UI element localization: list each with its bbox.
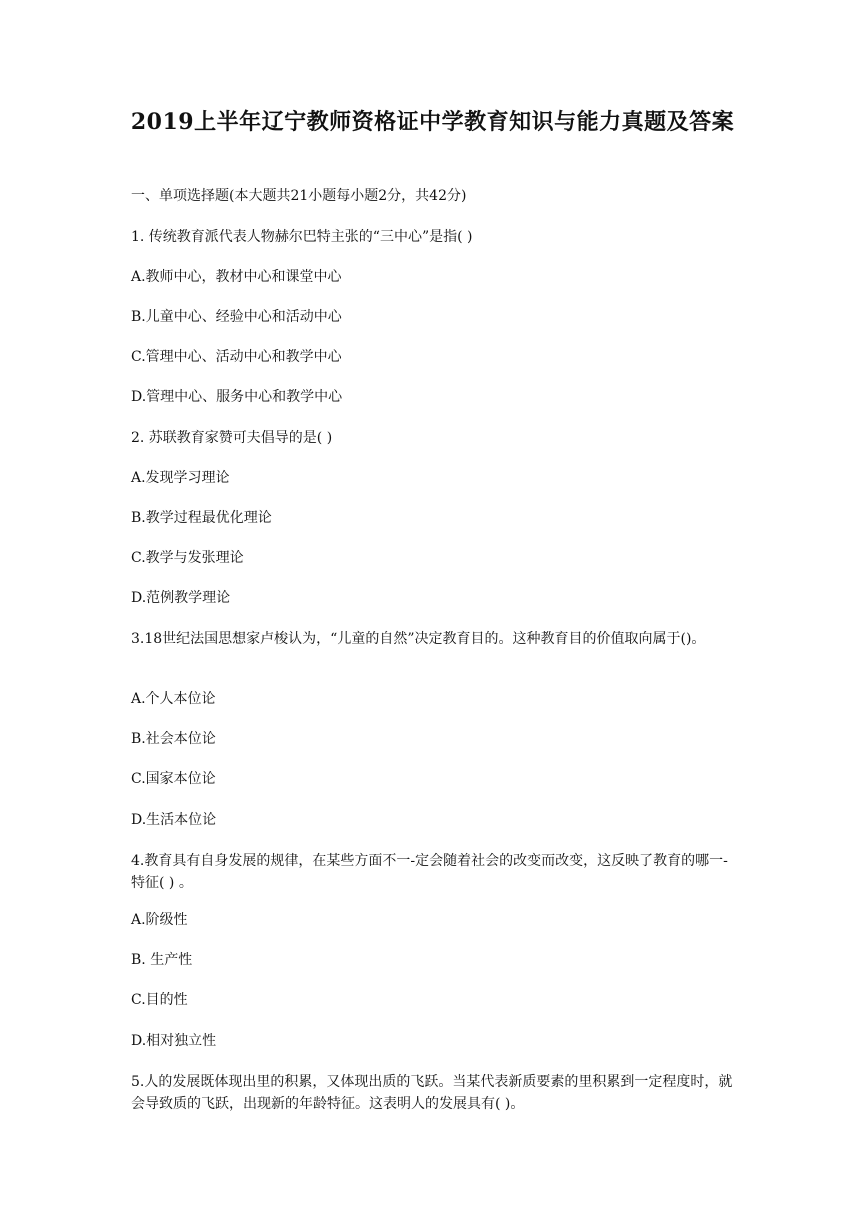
question-4-option-d: D.相对独立性 [131, 1033, 217, 1049]
question-2-option-a: A.发现学习理论 [131, 470, 230, 486]
question-2-option-d: D.范例教学理论 [131, 590, 231, 606]
question-2-option-b: B.教学过程最优化理论 [131, 510, 272, 526]
question-1-option-c: C.管理中心、活动中心和教学中心 [131, 349, 342, 365]
question-3-option-a: A.个人本位论 [131, 691, 216, 707]
question-3-option-c: C.国家本位论 [131, 771, 216, 787]
question-1-option-d: D.管理中心、服务中心和教学中心 [131, 389, 343, 405]
document-title: 2019上半年辽宁教师资格证中学教育知识与能力真题及答案 [130, 109, 735, 135]
question-1-stem: 1. 传统教育派代表人物赫尔巴特主张的“三中心”是指( ) [131, 229, 473, 245]
question-2-stem: 2. 苏联教育家赞可夫倡导的是( ) [131, 430, 333, 446]
question-2-option-c: C.教学与发张理论 [131, 550, 244, 566]
question-4-stem: 4.教育具有自身发展的规律，在某些方面不一-定会随着社会的改变而改变，这反映了教育的哪一-特征( ) 。 [131, 853, 728, 891]
section-heading: 一、单项选择题(本大题共21小题每小题2分，共42分) [131, 188, 467, 204]
question-3-stem: 3.18世纪法国思想家卢梭认为，“儿童的自然”决定教育目的。这种教育目的价值取向属于()。 [131, 631, 706, 647]
question-1-option-a: A.教师中心，教材中心和课堂中心 [131, 269, 342, 285]
question-4-option-b: B. 生产性 [131, 952, 193, 968]
question-4-option-a: A.阶级性 [131, 912, 188, 928]
question-4-option-c: C.目的性 [131, 992, 188, 1008]
question-3-option-b: B.社会本位论 [131, 731, 216, 747]
question-5-stem: 5.人的发展既体现出里的积累，又体现出质的飞跃。当某代表新质要素的里积累到一定程度时，就会导致质的飞跃，出现新的年龄特征。这表明人的发展具有( )。 [131, 1074, 733, 1112]
question-1-option-b: B.儿童中心、经验中心和活动中心 [131, 309, 342, 325]
question-3-option-d: D.生活本位论 [131, 812, 217, 828]
